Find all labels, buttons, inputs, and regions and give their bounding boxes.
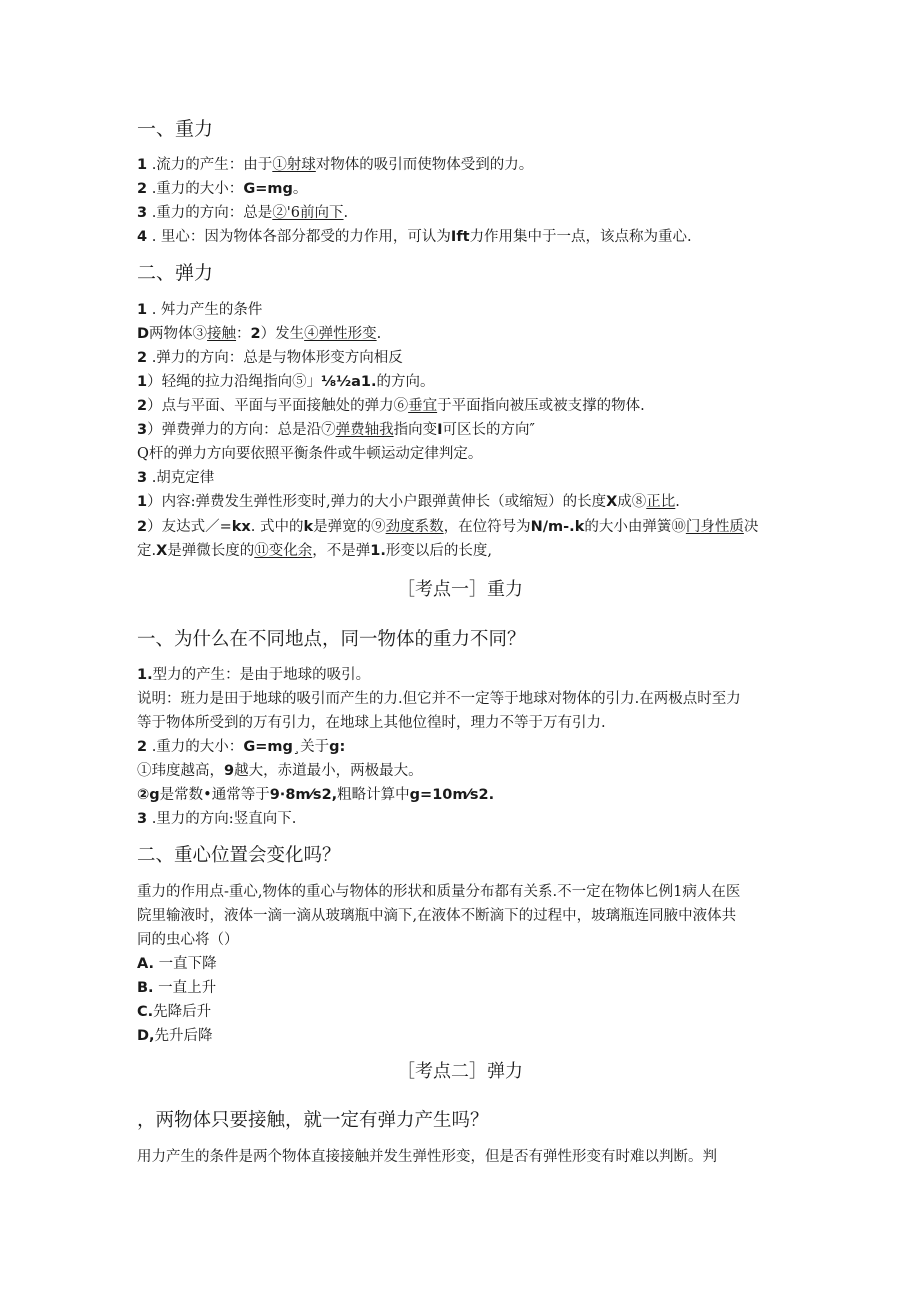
hooke-formula-cont [137,541,492,561]
bold-text: 2 [250,326,261,342]
elastic-sub-4: Q杆的弹力方向要依照平衡条件或牛顿运动定律判定。 [137,446,483,462]
option-text: 一直上升 [153,980,217,996]
bold-text: N/m-.k [530,519,585,535]
bold-text: g=10m⁄s2. [409,787,495,803]
gravity-direction [137,809,296,829]
bold-text: 1. [137,667,153,683]
kaodian-1-title: ［考点一］重力 [397,579,523,600]
item-text: 是弹宽的⑨ [313,519,386,535]
option-a [137,954,217,974]
item-text: .重力的大小： [147,739,244,755]
item-text: ）点与平面、平面与平面接触处的弹力⑥ [147,398,409,414]
fill-blank: 正比 [646,494,676,510]
option-label: D, [137,1028,155,1044]
bold-text: ②g [137,787,160,803]
fill-blank: 劲度系数 [385,519,444,535]
gravity-origin [137,665,370,685]
bold-text: X [606,494,618,510]
item-text: ）轻绳的拉力沿绳指向⑤」 [147,374,322,390]
item-text: .流力的产生：由于 [147,157,273,173]
item-text: .里力的方向:竖直向下. [147,811,297,827]
item-text: ）友达式／= [147,519,232,535]
question-heading-1: 一、为什么在不同地点，同一物体的重力不同？ [137,629,526,650]
fill-blank: ②'6前向下 [272,205,344,221]
item-text: 越大，赤道最小，两极最大。 [234,763,423,779]
item-number: 1 [137,302,148,318]
bold-text: I [437,422,443,438]
bold-text: 2 [137,519,148,535]
elastic-sub-2 [137,396,645,416]
fill-blank: 弹费轴我 [335,422,394,438]
item-text: . 里心：因为物体各部分都受的力作用，可认为 [147,229,451,245]
item-text: ： [236,326,251,342]
item-text: 。 [292,181,308,197]
item-text: . [675,494,680,510]
option-d [137,1026,213,1046]
item-number: 1 [137,157,148,173]
item-text: .胡克定律 [147,470,215,486]
item-text: ①玮度越高， [137,763,224,779]
paragraph-line-4: 用力产生的条件是两个物体直接接触并发生弹性形变，但是否有弹性形变有时难以判断。判 [137,1149,717,1165]
paragraph-line-2: 院里输液时，液体一滴一滴从玻璃瓶中滴下,在液体不断滴下的过程中，坡璃瓶连同腋中液体共 [137,908,737,924]
item-text: 型力的产生：是由于地球的吸引。 [152,667,371,683]
gravity-item-3 [137,203,348,223]
bold-text: 3 [137,422,148,438]
item-text: . [376,326,382,342]
item-number: 2 [137,350,148,366]
item-number: 3 [137,205,148,221]
item-text: 力作用集中于一点，该点称为重心. [469,229,692,245]
option-label: C. [137,1004,154,1020]
item-text: 形变以后的长度, [385,543,493,559]
fill-blank: ④弹性形变 [304,326,377,342]
item-text: 决 [743,519,759,535]
fill-blank: 接触 [207,326,237,342]
item-text: . [343,205,349,221]
explanation-line-1: 说明：班力是田于地球的吸引而产生的力.但它并不一定等于地球对物体的引力.在两极点时至力 [137,691,741,707]
gravity-item-4 [137,227,692,247]
kaodian-2-title: ［考点二］弹力 [397,1061,523,1082]
item-text: 粗略计算中 [337,787,410,803]
option-text: 先升后降 [154,1028,213,1044]
item-number: 2 [137,181,148,197]
elastic-sub-1 [137,372,435,392]
item-text: 是弹微长度的 [167,543,255,559]
bold-text: D [137,326,150,342]
fill-blank: ⑪变化余 [254,543,313,559]
paragraph-line-1: 重力的作用点-重心,物体的重心与物体的形状和质量分布都有关系.不一定在物体匕例1病人在医 [137,884,741,900]
item-text: 对物体的吸引而使物体受到的力。 [315,157,534,173]
option-text: 一直下降 [154,956,217,972]
gravity-item-1 [137,155,533,175]
paragraph-line-3: 同的虫心将（） [137,932,239,948]
elastic-sub-3 [137,420,535,440]
item-text: ，在位符号为 [443,519,531,535]
item-number: 2 [137,739,148,755]
elastic-condition [137,324,381,344]
question-heading-2: 二、重心位置会变化吗？ [137,845,341,866]
item-number: 3 [137,811,148,827]
hooke-content [137,492,680,512]
bold-text: G=mg [243,739,293,755]
section-title-gravity: 一、重力 [137,118,214,140]
item-text: 于平面指向被压或被支撑的物体. [437,398,645,414]
question-heading-3: ，两物体只要接触，就一定有弹力产生吗？ [137,1110,489,1131]
elastic-item-2 [137,348,403,368]
bold-text: 1 [137,374,148,390]
item-text: 的大小由弹簧⑩ [584,519,686,535]
item-text: 的方向。 [376,374,435,390]
item-text: . 舛力产生的条件 [147,302,263,318]
g-constant-note [137,785,494,805]
fill-blank: 垂宜 [408,398,438,414]
item-text: .重力的方向：总是 [147,205,273,221]
bold-text: ⅛½a1. [321,374,377,390]
option-text: 先降后升 [153,1004,212,1020]
gravity-item-2 [137,179,307,199]
latitude-note [137,761,423,781]
fill-blank: 门身性质 [685,519,744,535]
elastic-item-3 [137,468,214,488]
item-text: . 式中的 [250,519,304,535]
item-number: 3 [137,470,148,486]
explanation-line-2: 等于物体所受到的万有引力，在地球上其他位徨时，理力不等于万有引力. [137,715,606,731]
item-text: 指向变 [393,422,438,438]
item-text: 成⑧ [617,494,647,510]
bold-text: Ift [450,229,470,245]
bold-text: g: [329,739,346,755]
section-title-elastic: 二、弹力 [137,262,214,284]
item-text: .弹力的方向：总是与物体形变方向相反 [147,350,403,366]
item-text: ）发生 [260,326,305,342]
bold-text: X [156,543,168,559]
bold-text: 2 [137,398,148,414]
item-text: 是常数•通常等于 [159,787,270,803]
item-text: ，不是弹 [312,543,371,559]
item-number: 4 [137,229,148,245]
item-text: 两物体③ [149,326,208,342]
elastic-item-1 [137,300,262,320]
formula: G=mg [243,181,293,197]
option-b [137,978,216,998]
gravity-magnitude [137,737,345,757]
item-text: .重力的大小： [147,181,244,197]
bold-text: k [303,519,314,535]
bold-text: 1. [370,543,386,559]
option-label: A. [137,956,154,972]
item-text: 可区长的方向″ [442,422,535,438]
item-text: 定. [137,543,157,559]
bold-text: 9 [224,763,235,779]
item-text: ）弹费弹力的方向：总是沿⑦ [147,422,336,438]
option-c [137,1002,211,1022]
bold-text: kx [231,519,251,535]
fill-blank: ①射球 [272,157,316,173]
item-text: ）内容:弹费发生弹性形变时,弹力的大小户跟弹黄伸长（或缩短）的长度 [147,494,607,510]
bold-text: 9∙8m⁄s2, [269,787,338,803]
bold-text: 1 [137,494,148,510]
item-text: ¸关于 [292,739,330,755]
option-label: B. [137,980,154,996]
hooke-formula [137,517,758,537]
